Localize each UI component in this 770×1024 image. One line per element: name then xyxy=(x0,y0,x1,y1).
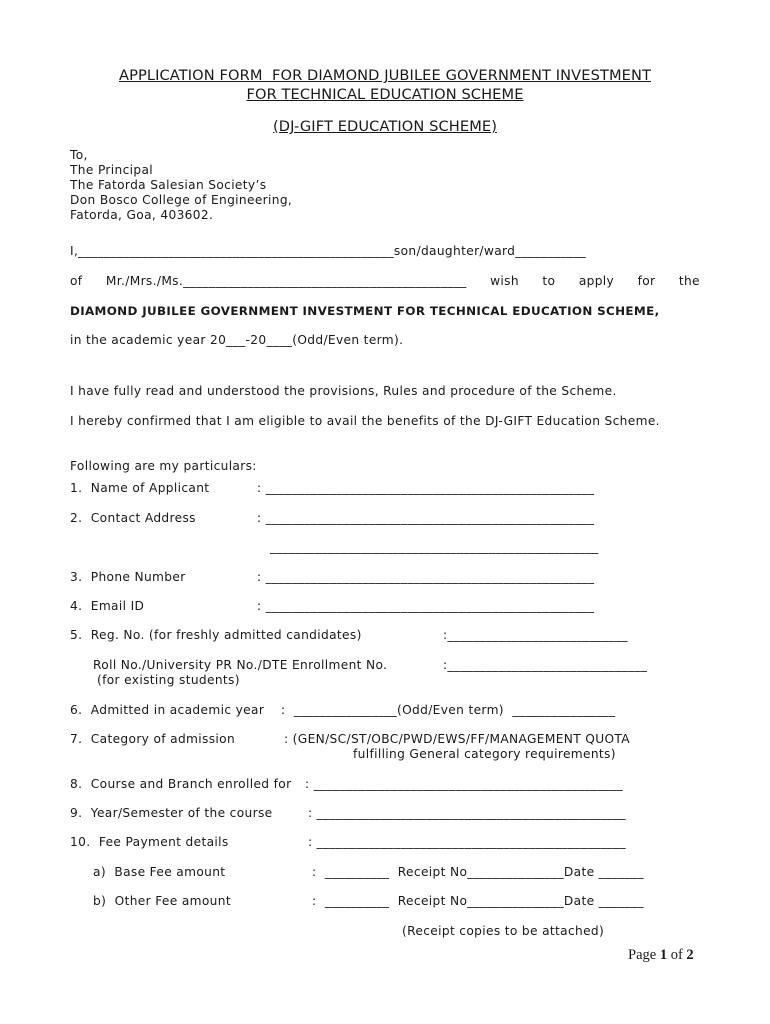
course-branch-label: 8. Course and Branch enrolled for xyxy=(70,777,292,791)
address-line: Fatorda, Goa, 403602. xyxy=(70,208,214,222)
receipt-note: (Receipt copies to be attached) xyxy=(402,924,605,938)
address-line: To, xyxy=(70,148,88,162)
roll-no-label: Roll No./University PR No./DTE Enrollment No. xyxy=(93,658,388,672)
category-label: 7. Category of admission xyxy=(70,732,236,746)
guardian-name-line[interactable] xyxy=(70,274,700,288)
name-of-applicant-label: 1. Name of Applicant xyxy=(70,481,210,495)
page-word: Page xyxy=(628,947,657,963)
eligibility-statement: I hereby confirmed that I am eligible to avail the benefits of the DJ-GIFT Education Scheme. xyxy=(70,414,660,428)
address-line: The Principal xyxy=(70,163,154,177)
phone-number-field[interactable]: : ___________________________________________________ xyxy=(257,570,595,584)
particulars-heading: Following are my particulars: xyxy=(70,459,257,473)
other-fee-field[interactable]: : __________ Receipt No_______________Date _______ xyxy=(312,894,644,908)
academic-year-line[interactable]: in the academic year 20___-20____(Odd/Even term). xyxy=(70,333,404,347)
roll-no-field[interactable]: :_______________________________ xyxy=(443,658,648,672)
year-semester-field[interactable]: : ________________________________________________ xyxy=(308,806,626,820)
contact-address-field-line2[interactable]: ___________________________________________________ xyxy=(270,540,599,554)
base-fee-label: a) Base Fee amount xyxy=(93,865,226,879)
admitted-year-label: 6. Admitted in academic year xyxy=(70,703,265,717)
admitted-year-field[interactable]: : ________________(Odd/Even term) ________________ xyxy=(281,703,616,717)
name-of-applicant-field[interactable]: : ___________________________________________________ xyxy=(257,481,595,495)
applicant-name-line[interactable]: I,_________________________________________________son/daughter/ward___________ xyxy=(70,244,587,258)
form-subtitle: (DJ-GIFT EDUCATION SCHEME) xyxy=(272,118,497,135)
category-options: : (GEN/SC/ST/OBC/PWD/EWS/FF/MANAGEMENT QUOTA xyxy=(284,732,630,746)
contact-address-label: 2. Contact Address xyxy=(70,511,196,525)
phone-number-label: 3. Phone Number xyxy=(70,570,186,584)
fee-payment-label: 10. Fee Payment details xyxy=(70,835,229,849)
word: for xyxy=(637,274,656,288)
word: to xyxy=(542,274,556,288)
category-note: fulfilling General category requirements) xyxy=(353,747,616,761)
roll-no-note: (for existing students) xyxy=(97,673,240,687)
form-title-line2: FOR TECHNICAL EDUCATION SCHEME xyxy=(246,86,524,103)
fee-payment-field[interactable]: : ________________________________________________ xyxy=(308,835,626,849)
form-title-line1: APPLICATION FORM FOR DIAMOND JUBILEE GOVERNMENT INVESTMENT xyxy=(118,67,651,84)
year-semester-label: 9. Year/Semester of the course xyxy=(70,806,273,820)
page-of: of xyxy=(670,947,683,963)
word: of xyxy=(70,274,83,288)
course-branch-field[interactable]: : ________________________________________________ xyxy=(305,777,623,791)
word: the xyxy=(678,274,700,288)
base-fee-field[interactable]: : __________ Receipt No_______________Date _______ xyxy=(312,865,644,879)
scheme-name: DIAMOND JUBILEE GOVERNMENT INVESTMENT FOR TECHNICAL EDUCATION SCHEME, xyxy=(70,304,660,318)
email-label: 4. Email ID xyxy=(70,599,145,613)
word: wish xyxy=(490,274,519,288)
reg-no-field[interactable]: :____________________________ xyxy=(443,628,628,642)
address-line: The Fatorda Salesian Society’s xyxy=(70,178,267,192)
reg-no-label: 5. Reg. No. (for freshly admitted candidates) xyxy=(70,628,362,642)
other-fee-label: b) Other Fee amount xyxy=(93,894,231,908)
page-number xyxy=(628,947,694,964)
email-field[interactable]: : ___________________________________________________ xyxy=(257,599,595,613)
page-total: 2 xyxy=(686,947,694,963)
contact-address-field[interactable]: : ___________________________________________________ xyxy=(257,511,595,525)
address-line: Don Bosco College of Engineering, xyxy=(70,193,293,207)
guardian-name-blank[interactable]: Mr./Mrs./Ms.____________________________________________ xyxy=(105,274,467,288)
read-statement: I have fully read and understood the provisions, Rules and procedure of the Scheme. xyxy=(70,384,617,398)
word: apply xyxy=(578,274,615,288)
page-current: 1 xyxy=(659,947,668,963)
